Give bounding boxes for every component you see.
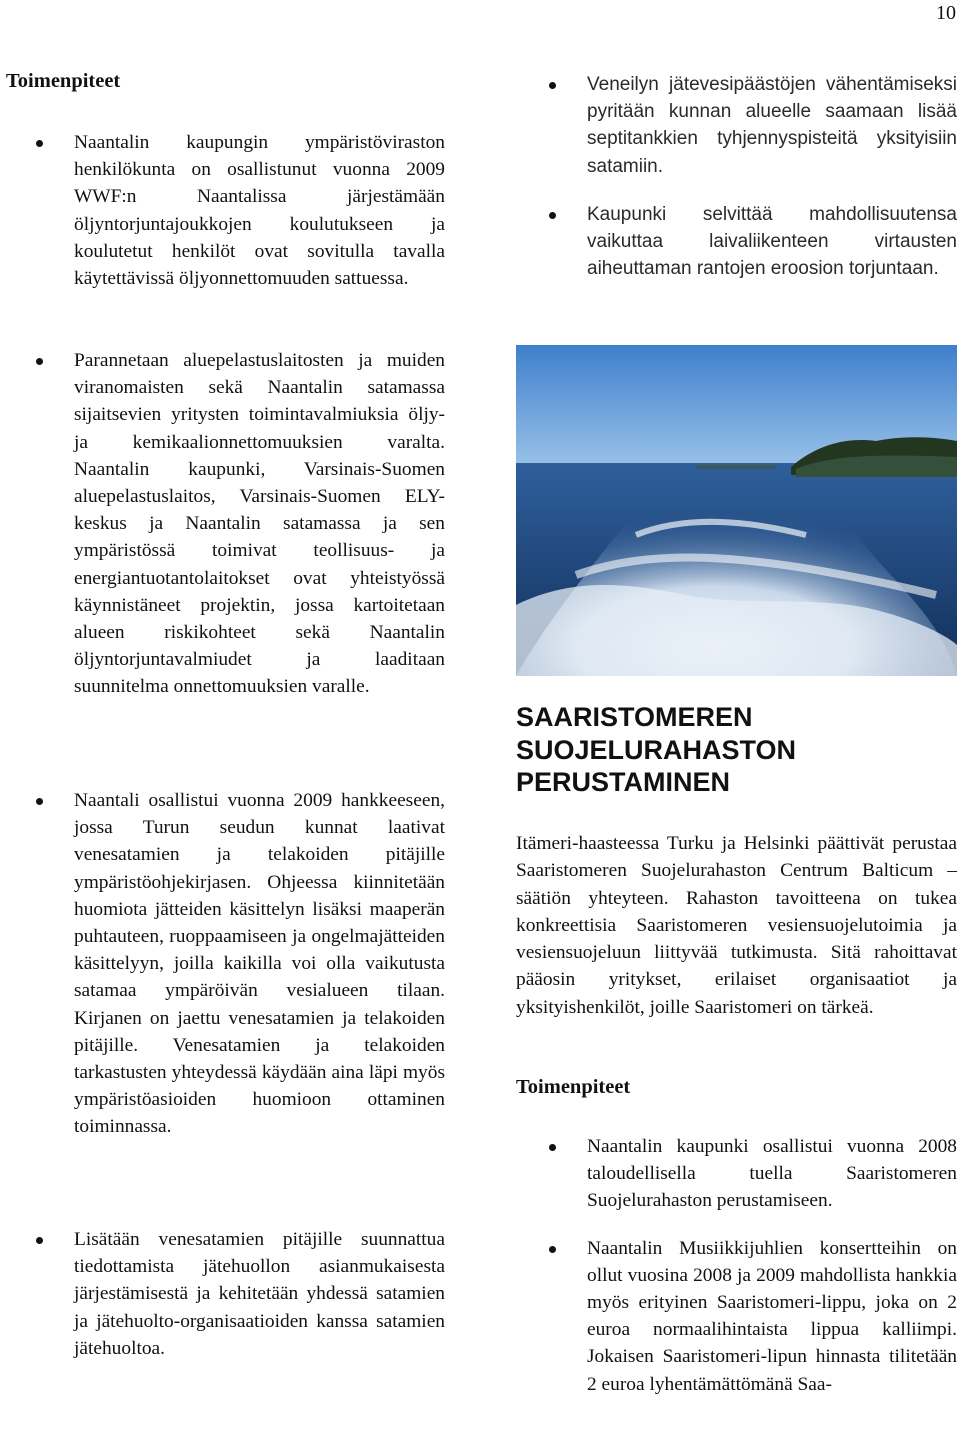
list-item-text: Lisätään venesatamien pitäjille suunnattua tiedottamista jätehuollon asianmukaisesta järjestämisestä ja kehitetään yhdessä satamien ja jätehuolto-organisaatioiden kanssa satamien jätehuoltoa. <box>74 1229 445 1359</box>
list-item <box>587 1133 957 1215</box>
bullet-icon <box>36 1237 43 1244</box>
left-bullet-list <box>74 129 445 292</box>
list-item <box>74 129 445 292</box>
right-bottom-bullet-list <box>587 1133 957 1398</box>
bullet-icon <box>549 1246 556 1253</box>
list-item <box>74 347 445 701</box>
list-item-text: Naantalin Musiikkijuhlien konsertteihin on ollut vuosina 2008 ja 2009 mahdollista hankkia myös erityinen Saaristomeri-lippu, joka on 2 euroa normaalihintaista lippua kalliimpi. Jokaisen Saaristomeri-lipun hinnasta tilitetään 2 euroa lyhentämättömänä Saa- <box>587 1237 957 1395</box>
list-item-text: Parannetaan aluepelastuslaitosten ja muiden viranomaisten sekä Naantalin satamassa sijaitsevien yritysten toimintavalmiuksia öljy- ja kemikaalionnettomuuksien varalta. Naantalin kaupunki, Varsinais-Suomen aluepelastuslaitos, Varsinais-Suomen ELY-keskus ja Naantalin satamassa ja sen ympäristössä toimivat teollisuus- ja energiantuotantolaitokset ovat yhteistyössä käynnistäneet projektin, jossa kartoitetaan alueen riskikohteet sekä Naantalin öljyntorjuntavalmiudet ja laaditaan suunnitelma onnettomuuksien varalle. <box>74 350 445 698</box>
section-heading: SAARISTOMEREN SUOJELURAHASTON PERUSTAMINEN <box>516 702 797 797</box>
list-item <box>587 201 957 283</box>
left-bullet-list-2 <box>74 347 445 701</box>
list-item-text: Naantali osallistui vuonna 2009 hankkeeseen, jossa Turun seudun kunnat laativat venesatamien ja telakoiden pitäjille ympäristöohjekirjasen. Ohjeessa kiinnitetään huomiota jätteiden käsittelyn lisäksi maaperän puhtauteen, ruoppaamiseen ja ongelmajätteiden käsittelyyn, joilla kaikilla voi olla vaikutusta satamaa ympäröivän vesialueen tilaan. Kirjanen on jaettu venesatamien ja telakoiden pitäjille. Venesatamien ja telakoiden tarkastusten yhteydessä käydään aina läpi myös ympäristöasioiden huomioon ottaminen toiminnassa. <box>74 790 445 1138</box>
left-heading: Toimenpiteet <box>6 70 121 92</box>
list-item <box>74 1226 445 1362</box>
bullet-icon <box>36 140 43 147</box>
page-number: 10 <box>936 2 956 24</box>
bullet-icon <box>549 212 556 219</box>
left-bullet-list-4 <box>74 1226 445 1362</box>
list-item-text: Naantalin kaupungin ympäristöviraston henkilökunta on osallistunut vuonna 2009 WWF:n Naantalissa järjestämään öljyntorjuntajoukkojen koulutukseen ja koulutetut henkilöt ovat sovitulla tavalla käytettävissä öljyonnettomuuden sattuessa. <box>74 132 445 290</box>
left-bullet-list-3 <box>74 787 445 1141</box>
right-subheading: Toimenpiteet <box>516 1076 631 1098</box>
sea-wake-image <box>516 345 957 676</box>
list-item <box>587 71 957 180</box>
list-item <box>74 787 445 1141</box>
section-paragraph: Itämeri-haasteessa Turku ja Helsinki päättivät perustaa Saaristomeren Suojelurahaston Centrum Balticum –säätiön yhteyteen. Rahaston tavoitteena on tukea konkreettisia Saaristomeren vesiensuojelutoimia ja vesiensuojeluun liittyvää tutkimusta. Sitä rahoittavat pääosin yritykset, erilaiset organisaatiot ja yksityishenkilöt, joille Saaristomeri on tärkeä. <box>516 833 957 1018</box>
list-item-text: Kaupunki selvittää mahdollisuutensa vaikuttaa laivaliikenteen virtausten aiheuttaman rantojen eroosion torjuntaan. <box>587 203 957 280</box>
bullet-icon <box>36 798 43 805</box>
list-item <box>587 1235 957 1398</box>
bullet-icon <box>549 82 556 89</box>
bullet-icon <box>549 1144 556 1151</box>
list-item-text: Veneilyn jätevesipäästöjen vähentämiseksi pyritään kunnan alueelle saamaan lisää septitankkien tyhjennyspisteitä yksityisiin satamiin. <box>587 74 957 177</box>
bullet-icon <box>36 358 43 365</box>
right-top-bullet-list <box>587 71 957 282</box>
list-item-text: Naantalin kaupunki osallistui vuonna 2008 taloudellisella tuella Saaristomeren Suojelurahaston perustamiseen. <box>587 1136 957 1212</box>
boat-wake-photo <box>516 345 957 676</box>
